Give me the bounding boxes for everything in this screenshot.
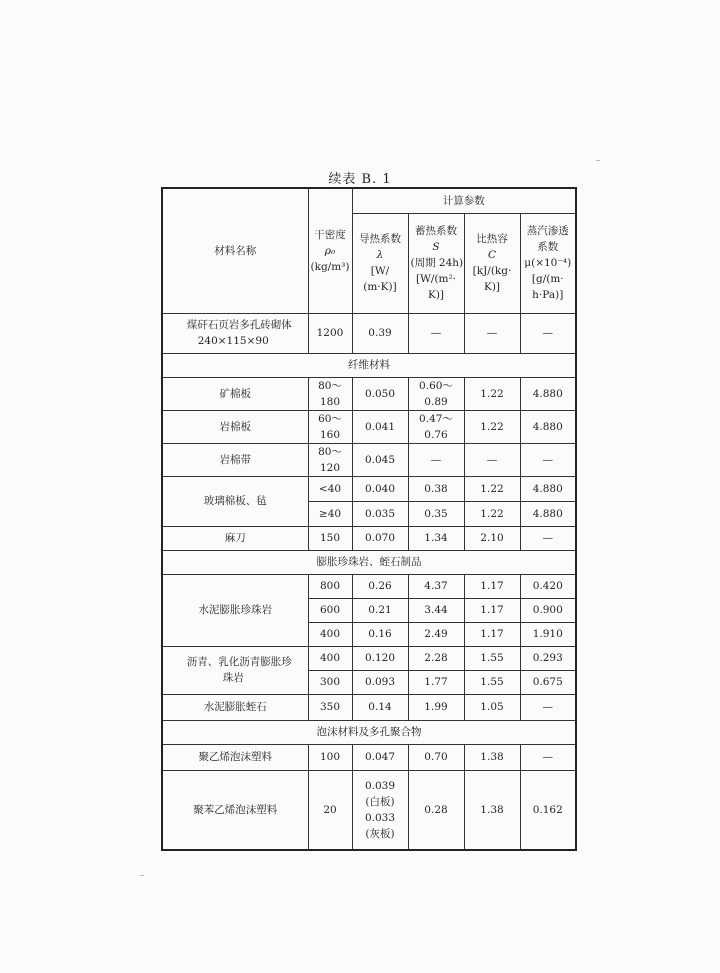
table-row xyxy=(162,526,576,550)
conductivity-cell: 0.045 xyxy=(352,443,408,476)
density-cell: 80～180 xyxy=(308,377,352,410)
material-name: 麻刀 xyxy=(162,526,308,550)
category-row xyxy=(162,720,576,744)
conductivity-cell: 0.039 (白板) 0.033 (灰板) xyxy=(352,770,408,850)
specific-heat-cell: 1.22 xyxy=(464,476,520,501)
vapor-cell: 4.880 xyxy=(520,476,576,501)
specific-heat-cell: 1.38 xyxy=(464,770,520,850)
specific-heat-cell: 1.22 xyxy=(464,501,520,526)
specific-heat-cell: 2.10 xyxy=(464,526,520,550)
density-cell: 400 xyxy=(308,646,352,670)
conductivity-cell: 0.14 xyxy=(352,694,408,720)
heat-storage-cell: 0.35 xyxy=(408,501,464,526)
heat-storage-cell: 0.38 xyxy=(408,476,464,501)
material-name: 岩棉带 xyxy=(162,443,308,476)
category-row xyxy=(162,353,576,377)
specific-heat-cell: 1.55 xyxy=(464,670,520,694)
header-material-name: 材料名称 xyxy=(162,188,308,313)
category-label: 膨胀珍珠岩、蛭石制品 xyxy=(162,550,576,574)
density-cell: 300 xyxy=(308,670,352,694)
density-cell: 350 xyxy=(308,694,352,720)
conductivity-cell: 0.26 xyxy=(352,574,408,598)
specific-heat-cell: — xyxy=(464,313,520,353)
table-row xyxy=(162,744,576,770)
material-name: 聚苯乙烯泡沫塑料 xyxy=(162,770,308,850)
vapor-cell: 4.880 xyxy=(520,377,576,410)
heat-storage-cell: 0.47～0.76 xyxy=(408,410,464,443)
vapor-cell: — xyxy=(520,526,576,550)
density-cell: 100 xyxy=(308,744,352,770)
category-label: 纤维材料 xyxy=(162,353,576,377)
material-name: 水泥膨胀珍珠岩 xyxy=(162,574,308,646)
table-row xyxy=(162,770,576,850)
header-calc-params: 计算参数 xyxy=(352,188,576,213)
conductivity-cell: 0.047 xyxy=(352,744,408,770)
table-row xyxy=(162,476,576,501)
header-specific-heat: 比热容 C [kJ/(kg· K)] xyxy=(464,213,520,313)
conductivity-cell: 0.16 xyxy=(352,622,408,646)
conductivity-cell: 0.040 xyxy=(352,476,408,501)
vapor-cell: — xyxy=(520,313,576,353)
specific-heat-cell: 1.17 xyxy=(464,574,520,598)
scan-mark xyxy=(140,875,144,876)
vapor-cell: 1.910 xyxy=(520,622,576,646)
conductivity-cell: 0.041 xyxy=(352,410,408,443)
vapor-cell: 0.900 xyxy=(520,598,576,622)
table-row xyxy=(162,313,576,353)
table-row xyxy=(162,646,576,670)
specific-heat-cell: 1.22 xyxy=(464,410,520,443)
scan-mark xyxy=(596,160,600,161)
category-row xyxy=(162,550,576,574)
heat-storage-cell: 3.44 xyxy=(408,598,464,622)
density-cell: <40 xyxy=(308,476,352,501)
density-cell: 600 xyxy=(308,598,352,622)
material-name: 聚乙烯泡沫塑料 xyxy=(162,744,308,770)
material-name: 煤矸石页岩多孔砖砌体 240×115×90 xyxy=(162,313,308,353)
heat-storage-cell: 2.49 xyxy=(408,622,464,646)
vapor-cell: — xyxy=(520,744,576,770)
heat-storage-cell: 1.77 xyxy=(408,670,464,694)
header-density: 干密度 ρ₀ (kg/m³) xyxy=(308,188,352,313)
density-cell: 150 xyxy=(308,526,352,550)
table-row xyxy=(162,443,576,476)
material-name: 玻璃棉板、毡 xyxy=(162,476,308,526)
vapor-cell: 4.880 xyxy=(520,501,576,526)
vapor-cell: 0.293 xyxy=(520,646,576,670)
conductivity-cell: 0.070 xyxy=(352,526,408,550)
material-name: 水泥膨胀蛭石 xyxy=(162,694,308,720)
header-vapor-permeability: 蒸汽渗透 系数 μ(×10⁻⁴) [g/(m· h·Pa)] xyxy=(520,213,576,313)
conductivity-cell: 0.120 xyxy=(352,646,408,670)
heat-storage-cell: 4.37 xyxy=(408,574,464,598)
heat-storage-cell: 0.60～0.89 xyxy=(408,377,464,410)
specific-heat-cell: 1.05 xyxy=(464,694,520,720)
material-name: 沥青、乳化沥青膨胀珍 珠岩 xyxy=(162,646,308,694)
material-name: 岩棉板 xyxy=(162,410,308,443)
material-name: 矿棉板 xyxy=(162,377,308,410)
density-cell: 400 xyxy=(308,622,352,646)
vapor-cell: 0.420 xyxy=(520,574,576,598)
table-row xyxy=(162,694,576,720)
conductivity-cell: 0.21 xyxy=(352,598,408,622)
specific-heat-cell: 1.17 xyxy=(464,598,520,622)
heat-storage-cell: 0.70 xyxy=(408,744,464,770)
conductivity-cell: 0.050 xyxy=(352,377,408,410)
material-table xyxy=(161,187,577,851)
heat-storage-cell: 1.34 xyxy=(408,526,464,550)
header-conductivity: 导热系数 λ [W/ (m·K)] xyxy=(352,213,408,313)
heat-storage-cell: — xyxy=(408,443,464,476)
table-row xyxy=(162,574,576,598)
vapor-cell: 0.162 xyxy=(520,770,576,850)
vapor-cell: 0.675 xyxy=(520,670,576,694)
header-heat-storage: 蓄热系数 S (周期 24h) [W/(m²· K)] xyxy=(408,213,464,313)
vapor-cell: — xyxy=(520,694,576,720)
vapor-cell: — xyxy=(520,443,576,476)
category-label: 泡沫材料及多孔聚合物 xyxy=(162,720,576,744)
table-row xyxy=(162,377,576,410)
heat-storage-cell: 1.99 xyxy=(408,694,464,720)
specific-heat-cell: 1.55 xyxy=(464,646,520,670)
density-cell: 20 xyxy=(308,770,352,850)
table-caption: 续表 B. 1 xyxy=(328,172,392,187)
heat-storage-cell: 0.28 xyxy=(408,770,464,850)
header-row-1 xyxy=(162,188,576,213)
vapor-cell: 4.880 xyxy=(520,410,576,443)
density-cell: 1200 xyxy=(308,313,352,353)
conductivity-cell: 0.035 xyxy=(352,501,408,526)
specific-heat-cell: 1.17 xyxy=(464,622,520,646)
specific-heat-cell: 1.22 xyxy=(464,377,520,410)
table-row xyxy=(162,410,576,443)
heat-storage-cell: — xyxy=(408,313,464,353)
density-cell: 800 xyxy=(308,574,352,598)
density-cell: ≥40 xyxy=(308,501,352,526)
conductivity-cell: 0.39 xyxy=(352,313,408,353)
specific-heat-cell: — xyxy=(464,443,520,476)
density-cell: 80～120 xyxy=(308,443,352,476)
heat-storage-cell: 2.28 xyxy=(408,646,464,670)
conductivity-cell: 0.093 xyxy=(352,670,408,694)
density-cell: 60～160 xyxy=(308,410,352,443)
specific-heat-cell: 1.38 xyxy=(464,744,520,770)
